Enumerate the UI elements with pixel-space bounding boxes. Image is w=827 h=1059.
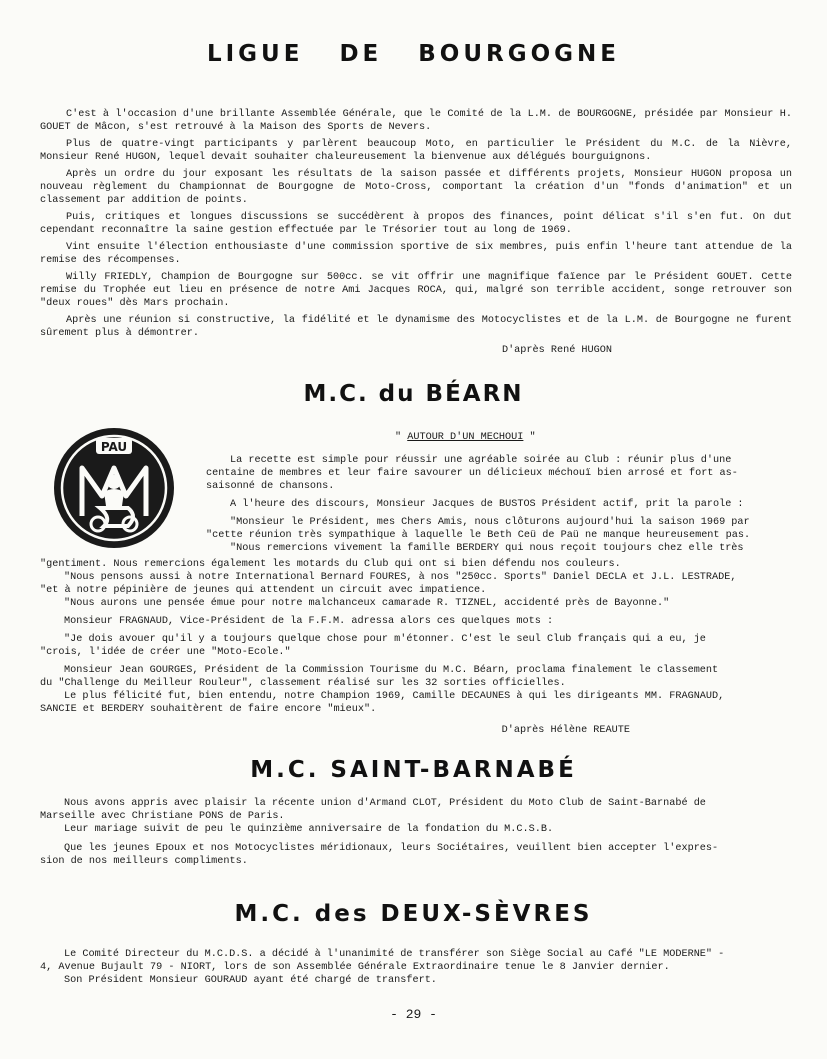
section-ligue-bourgogne [40, 108, 792, 357]
bearn-column [206, 454, 766, 555]
text-line: saisonné de chansons. [206, 481, 335, 492]
paragraph: Vint ensuite l'élection enthousiaste d'une commission sportive de six membres, puis enfin l'heure tant attendue de la remise des récompenses. [40, 242, 792, 266]
mc-pau-logo-icon [52, 426, 176, 550]
text-line: "Je dois avouer qu'il y a toujours quelque chose pour m'étonner. C'est le seul Club français qui a eu, je [64, 634, 706, 645]
paragraph: Puis, critiques et longues discussions se succédèrent à propos des finances, point délicat s'il s'en fut. On dut cependant reconnaître la saine gestion effectuée par le Trésorier tout au long de 1969. [40, 212, 792, 236]
text-line: du "Challenge du Meilleur Rouleur", classement réalisé sur les 32 sorties officielles. [40, 678, 566, 689]
text-line: "crois, l'idée de créer une "Moto-Ecole." [40, 647, 291, 658]
section-title-saint-barnabe: M.C. SAINT-BARNABÉ [250, 757, 577, 783]
signature: D'après Hélène REAUTE [501, 725, 630, 736]
signature: D'après René HUGON [501, 345, 612, 356]
text-line: "cette réunion très sympathique à laquelle le Beth Ceü de Paü ne manque heureusement pas. [206, 530, 751, 541]
bearn-body [40, 558, 770, 737]
text-line: Leur mariage suivit de peu le quinzième anniversaire de la fondation du M.C.S.B. [64, 824, 554, 835]
text-line: "Nous aurons une pensée émue pour notre malchanceux camarade R. TIZNEL, accidenté près de Bayonne." [64, 598, 670, 609]
article-subtitle: " AUTOUR D'UN MECHOUI " [395, 432, 536, 443]
text-line: centaine de membres et leur faire savourer un délicieux méchouï bien arrosé et fort as- [206, 468, 738, 479]
section-title-ligue-bourgogne: LIGUE DE BOURGOGNE [206, 41, 621, 67]
text-line: Monsieur FRAGNAUD, Vice-Président de la F.F.M. adressa alors ces quelques mots : [64, 616, 554, 627]
text-line: SANCIE et BERDERY souhaitèrent de faire encore "mieux". [40, 704, 377, 715]
text-line: "et à notre pépinière de jeunes qui attendent un circuit avec impatience. [40, 585, 487, 596]
text-line: Le plus félicité fut, bien entendu, notre Champion 1969, Camille DECAUNES à qui les dirigeants MM. FRAGNAUD, [64, 691, 725, 702]
text-line: La recette est simple pour réussir une agréable soirée au Club : réunir plus d'une [230, 455, 732, 466]
text-line: sion de nos meilleurs compliments. [40, 856, 248, 867]
section-saint-barnabe [40, 797, 770, 868]
text-line: Nous avons appris avec plaisir la récente union d'Armand CLOT, Président du Moto Club de Saint-Barnabé de [64, 798, 706, 809]
section-title-deux-sevres: M.C. des DEUX-SÈVRES [234, 901, 593, 927]
logo-text: PAU [100, 440, 128, 454]
subtitle-text: AUTOUR D'UN MECHOUI [407, 432, 524, 443]
text-line: "Monsieur le Président, mes Chers Amis, nous clôturons aujourd'hui la saison 1969 par [230, 517, 750, 528]
paragraph: Après une réunion si constructive, la fidélité et le dynamisme des Motocyclistes et de la L.M. de Bourgogne ne furent sûrement plus à démontrer. [40, 315, 792, 339]
page-number: - 29 - [390, 1007, 437, 1022]
text-line: Son Président Monsieur GOURAUD ayant été chargé de transfert. [64, 975, 437, 986]
paragraph: C'est à l'occasion d'une brillante Assemblée Générale, que le Comité de la L.M. de BOURGOGNE, présidée par Monsieur H. GOUET de Mâcon, s'est retrouvé à la Maison des Sports de Nevers. [40, 109, 792, 133]
text-line: "Nous remercions vivement la famille BERDERY qui nous reçoit toujours chez elle très [230, 543, 744, 554]
text-line: Monsieur Jean GOURGES, Président de la Commission Tourisme du M.C. Béarn, proclama finalement le classement [64, 665, 719, 676]
text-line: "gentiment. Nous remercions également les motards du Club qui ont si bien défendu nos couleurs. [40, 559, 621, 570]
text-line: A l'heure des discours, Monsieur Jacques de BUSTOS Président actif, prit la parole : [230, 499, 744, 510]
text-line: Marseille avec Christiane PONS de Paris. [40, 811, 285, 822]
text-line: 4, Avenue Bujault 79 - NIORT, lors de son Assemblée Générale Extraordinaire tenue le 8 Janvier dernier. [40, 962, 670, 973]
section-deux-sevres [40, 948, 770, 987]
text-line: Le Comité Directeur du M.C.D.S. a décidé à l'unanimité de transférer son Siège Social au Café "LE MODERNE" - [64, 949, 725, 960]
paragraph: Plus de quatre-vingt participants y parlèrent beaucoup Moto, en particulier le Président du M.C. de la Nièvre, Monsieur René HUGON, lequel devait souhaiter chaleureusement la bienvenue aux délégués bourguignons. [40, 139, 792, 163]
paragraph: Après un ordre du jour exposant les résultats de la saison passée et différents projets, Monsieur HUGON proposa un nouveau règlement du Championnat de Bourgogne de Moto-Cross, comportant la création d'un "fonds d'animation" et un classement par addition de points. [40, 169, 792, 206]
text-line: "Nous pensons aussi à notre International Bernard FOURES, à nos "250cc. Sports" Daniel DECLA et J.L. LESTRADE, [64, 572, 737, 583]
paragraph: Willy FRIEDLY, Champion de Bourgogne sur 500cc. se vit offrir une magnifique faïence par le Président GOUET. Cette remise du Trophée eut lieu en présence de notre Ami Jacques ROCA, qui, malgré son terrible accident, songe retrouver son "deux roues" dès Mars prochain. [40, 272, 792, 309]
section-title-bearn: M.C. du BÉARN [303, 381, 524, 407]
text-line: Que les jeunes Epoux et nos Motocyclistes méridionaux, leurs Sociétaires, veuillent bien accepter l'expres- [64, 843, 719, 854]
